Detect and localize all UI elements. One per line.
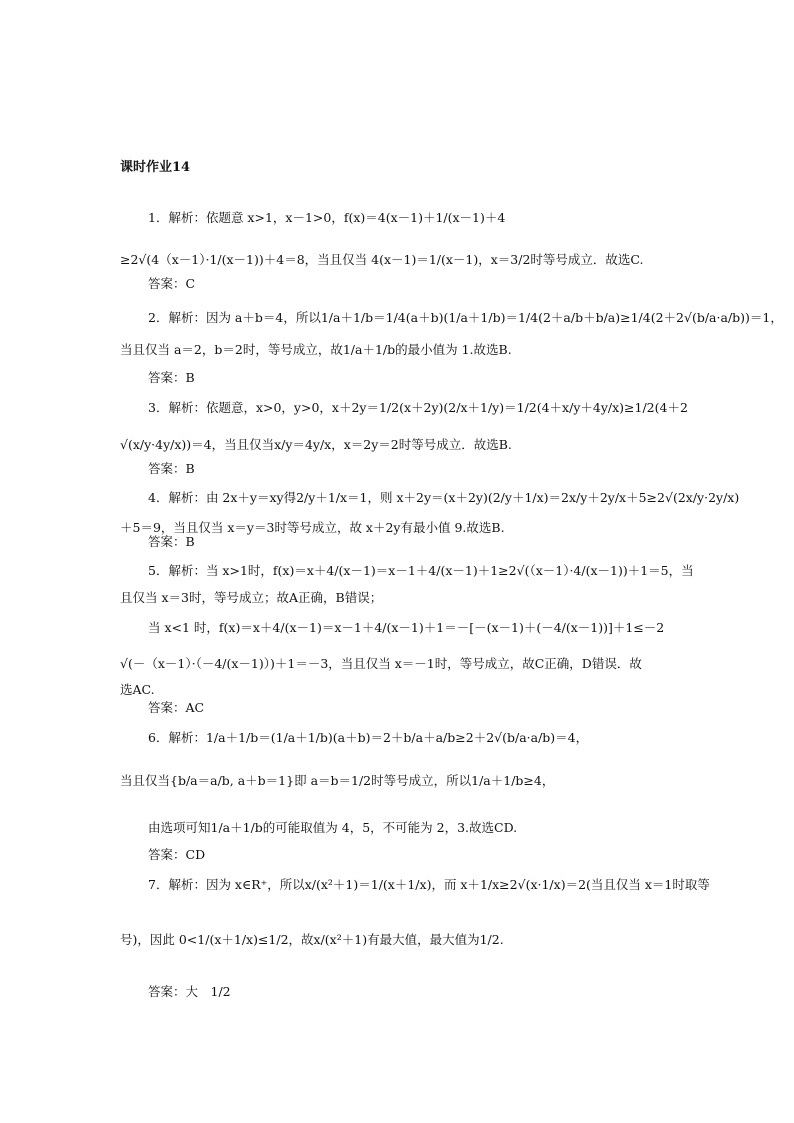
- answer-line: 答案：大 1/2: [148, 984, 231, 999]
- solution-line: 1．解析：依题意 x>1，x－1>0，f(x)＝4(x－1)＋1/(x－1)＋4: [148, 210, 506, 225]
- solution-line: 选AC.: [120, 682, 155, 697]
- solution-line: √(－（x－1）·（－4/(x－1)）)＋1＝－3，当且仅当 x＝－1时，等号成立，故C正确，D错误．故: [120, 656, 642, 671]
- solution-line: ≥2√(4（x－1）·1/(x－1))＋4＝8，当且仅当 4(x－1)＝1/(x－1)，x＝3/2时等号成立．故选C.: [120, 252, 644, 267]
- solution-line: 当且仅当{b/a＝a/b, a＋b＝1}即 a＝b＝1/2时等号成立，所以1/a＋1/b≥4，: [120, 773, 555, 788]
- solution-line: ＋5＝9，当且仅当 x＝y＝3时等号成立，故 x＋2y有最小值 9.故选B.: [120, 520, 505, 535]
- answer-line: 答案：C: [148, 276, 196, 291]
- page-title: 课时作业14: [120, 160, 191, 175]
- solution-line: √(x/y·4y/x))＝4，当且仅当x/y＝4y/x，x＝2y＝2时等号成立．故选B.: [120, 437, 512, 452]
- solution-line: 2．解析：因为 a＋b＝4，所以1/a＋1/b＝1/4(a＋b)(1/a＋1/b)＝1/4(2＋a/b＋b/a)≥1/4(2＋2√(b/a·a/b))＝1，: [148, 310, 783, 325]
- solution-line: 4．解析：由 2x＋y＝xy得2/y＋1/x＝1，则 x＋2y＝(x＋2y)(2/y＋1/x)＝2x/y＋2y/x＋5≥2√(2x/y·2y/x): [148, 490, 740, 505]
- solution-line: 3．解析：依题意，x>0，y>0，x＋2y＝1/2(x＋2y)(2/x＋1/y)＝1/2(4＋x/y＋4y/x)≥1/2(4＋2: [148, 400, 688, 415]
- solution-line: 由选项可知1/a＋1/b的可能取值为 4，5，不可能为 2，3.故选CD.: [148, 820, 518, 835]
- solution-line: 6．解析：1/a＋1/b＝(1/a＋1/b)(a＋b)＝2＋b/a＋a/b≥2＋2√(b/a·a/b)＝4，: [148, 730, 589, 745]
- answer-line: 答案：CD: [148, 847, 206, 862]
- answer-line: 答案：B: [148, 370, 195, 385]
- solution-line: 当且仅当 a＝2，b＝2时，等号成立，故1/a＋1/b的最小值为 1.故选B.: [120, 342, 512, 357]
- solution-line: 当 x<1 时，f(x)＝x＋4/(x－1)＝x－1＋4/(x－1)＋1＝－[－(x－1)＋(－4/(x－1))]＋1≤－2: [148, 620, 665, 635]
- answer-line: 答案：B: [148, 461, 195, 476]
- solution-line: 7．解析：因为 x∈R⁺，所以x/(x²＋1)＝1/(x＋1/x)，而 x＋1/x≥2√(x·1/x)＝2(当且仅当 x＝1时取等: [148, 877, 710, 892]
- answer-line: 答案：B: [148, 534, 195, 549]
- answer-line: 答案：AC: [148, 700, 205, 715]
- solution-line: 且仅当 x＝3时，等号成立；故A正确，B错误；: [120, 590, 383, 605]
- solution-line: 5．解析：当 x>1时，f(x)＝x＋4/(x－1)＝x－1＋4/(x－1)＋1≥2√(（x－1）·4/(x－1))＋1＝5，当: [148, 563, 694, 578]
- solution-line: 号)，因此 0<1/(x＋1/x)≤1/2，故x/(x²＋1)有最大值，最大值为1/2.: [120, 932, 504, 947]
